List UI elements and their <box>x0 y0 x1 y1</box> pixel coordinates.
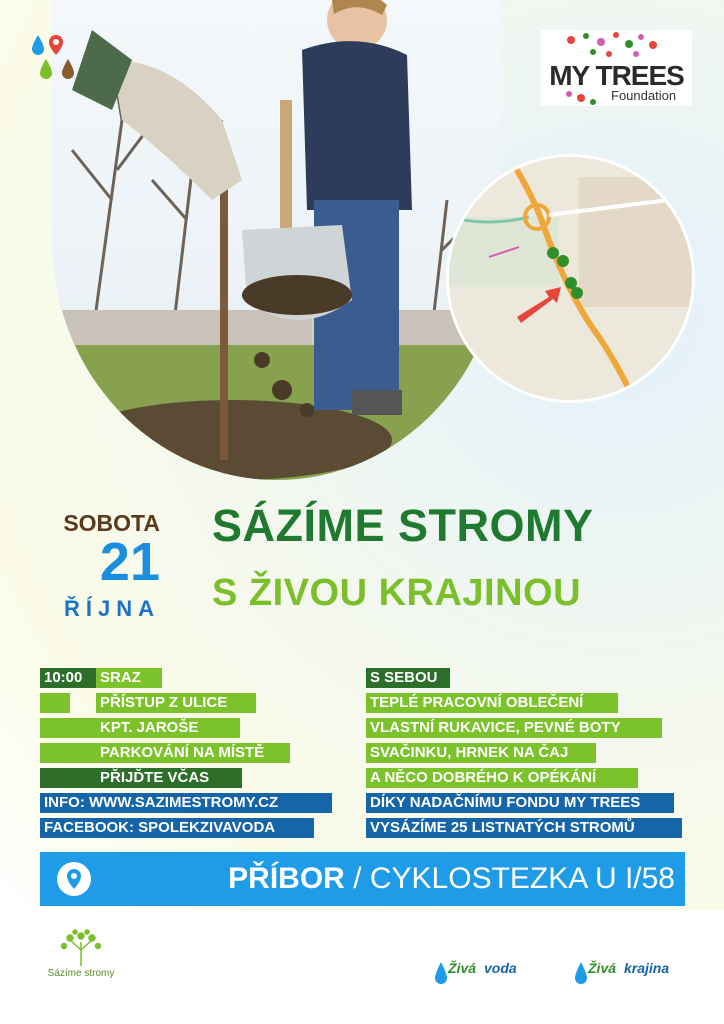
tree-count-label: VYSÁZÍME 25 LISTNATÝCH STROMŮ <box>366 818 682 838</box>
row-spacer <box>40 743 96 763</box>
row-spacer <box>40 768 96 788</box>
parking-label: PARKOVÁNÍ NA MÍSTĚ <box>96 743 290 763</box>
ziva-krajina-word2: krajina <box>624 960 670 976</box>
mytrees-logo <box>541 30 692 106</box>
time-label: 10:00 <box>40 668 104 688</box>
access-street-name: KPT. JAROŠE <box>96 718 240 738</box>
town-name: PŘÍBOR <box>228 862 345 895</box>
sazime-stromy-text: Sázíme stromy <box>47 968 115 979</box>
bring-title: S SEBOU <box>366 668 450 688</box>
mytrees-subtitle: Foundation <box>611 88 677 103</box>
access-street-label: PŘÍSTUP Z ULICE <box>96 693 256 713</box>
info-website[interactable]: INFO: WWW.SAZIMESTROMY.CZ <box>40 793 332 813</box>
ziva-voda-word1: Živá <box>448 960 477 976</box>
ziva-krajina-word1: Živá <box>588 960 617 976</box>
drops-logo <box>30 33 82 83</box>
location-text <box>228 862 675 896</box>
thanks-label: DÍKY NADAČNÍMU FONDU MY TREES <box>366 793 674 813</box>
arrive-label: PŘIJĎTE VČAS <box>96 768 242 788</box>
sazime-stromy-logo <box>40 928 122 984</box>
month: ŘÍJNA <box>63 596 160 621</box>
day-number: 21 <box>99 532 160 592</box>
ziva-voda-word2: voda <box>484 960 517 976</box>
ziva-krajina-logo <box>574 958 694 988</box>
tree-planting-photo <box>52 0 502 480</box>
mytrees-title: MY TREES <box>549 60 684 91</box>
bring-item-clothes: TEPLÉ PRACOVNÍ OBLEČENÍ <box>366 693 618 713</box>
bring-item-food: A NĚCO DOBRÉHO K OPÉKÁNÍ <box>366 768 638 788</box>
headline-sub: S ŽIVOU KRAJINOU <box>212 572 582 614</box>
bring-item-gloves: VLASTNÍ RUKAVICE, PEVNÉ BOTY <box>366 718 662 738</box>
info-facebook[interactable]: FACEBOOK: SPOLEKZIVAVODA <box>40 818 314 838</box>
location-pin-icon <box>57 862 91 896</box>
weekday: SOBOTA <box>63 510 160 536</box>
ziva-voda-logo <box>434 958 544 988</box>
row-spacer <box>40 718 96 738</box>
location-map[interactable] <box>449 157 692 400</box>
location-name: CYKLOSTEZKA U I/58 <box>369 862 675 895</box>
location-bar <box>40 852 685 906</box>
meet-label: SRAZ <box>96 668 162 688</box>
headline-main: SÁZÍME STROMY <box>212 500 594 551</box>
separator: / <box>344 862 370 895</box>
row-spacer <box>40 693 70 713</box>
bring-item-snack: SVAČINKU, HRNEK NA ČAJ <box>366 743 596 763</box>
